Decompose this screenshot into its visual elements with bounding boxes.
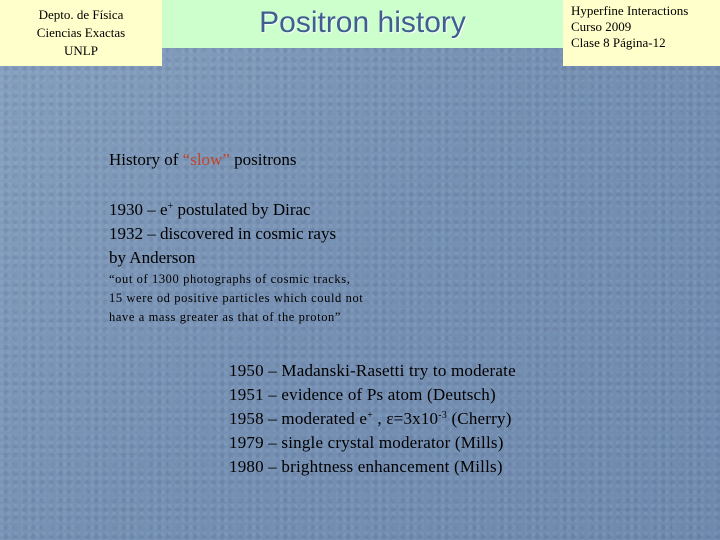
quote-line: 15 were od positive particles which could not (109, 291, 364, 305)
history-line (229, 455, 516, 479)
history-text: 1950 – Madanski-Rasetti try to moderate (229, 361, 516, 380)
superscript: + (167, 201, 174, 212)
history-line (109, 198, 336, 222)
history-text: 1930 – e (109, 200, 168, 219)
heading-highlight: “slow” (182, 150, 230, 169)
history-text: 1979 – single crystal moderator (Mills) (229, 433, 504, 452)
history-line (109, 222, 336, 246)
history-text: 1951 – evidence of Ps atom (Deutsch) (229, 385, 496, 404)
history-line (229, 431, 516, 455)
quote-line: “out of 1300 photographs of cosmic tracks, (109, 272, 351, 286)
history-line (229, 407, 516, 431)
history-line (229, 359, 516, 383)
history-text: by Anderson (109, 248, 196, 267)
institution-line-1: Depto. de Física (38, 7, 124, 22)
anderson-quote (109, 270, 363, 327)
superscript: -3 (438, 410, 447, 421)
history-line (109, 246, 336, 270)
history-text: 1958 – moderated e (229, 409, 368, 428)
institution-line-3: UNLP (64, 43, 98, 58)
history-line (229, 383, 516, 407)
slide-title: Positron history (259, 6, 466, 39)
course-line-2: Curso 2009 (571, 19, 632, 34)
history-text: 1980 – brightness enhancement (Mills) (229, 457, 503, 476)
superscript: + (367, 410, 373, 421)
title-band (162, 0, 563, 48)
early-history-list (109, 198, 336, 270)
heading-suffix: positrons (229, 150, 297, 169)
history-text: , ε=3x10 (372, 409, 439, 428)
history-text: postulated by Dirac (173, 200, 311, 219)
course-line-1: Hyperfine Interactions (571, 3, 689, 18)
course-box (563, 0, 720, 66)
institution-box (0, 0, 162, 66)
later-history-list (229, 359, 516, 479)
history-text: 1932 – discovered in cosmic rays (109, 224, 337, 243)
section-heading (109, 150, 296, 170)
course-line-3: Clase 8 Página-12 (571, 35, 666, 50)
history-text: (Cherry) (447, 409, 512, 428)
heading-prefix: History of (109, 150, 183, 169)
quote-line: have a mass greater as that of the proton” (109, 310, 342, 324)
institution-line-2: Ciencias Exactas (36, 25, 126, 40)
